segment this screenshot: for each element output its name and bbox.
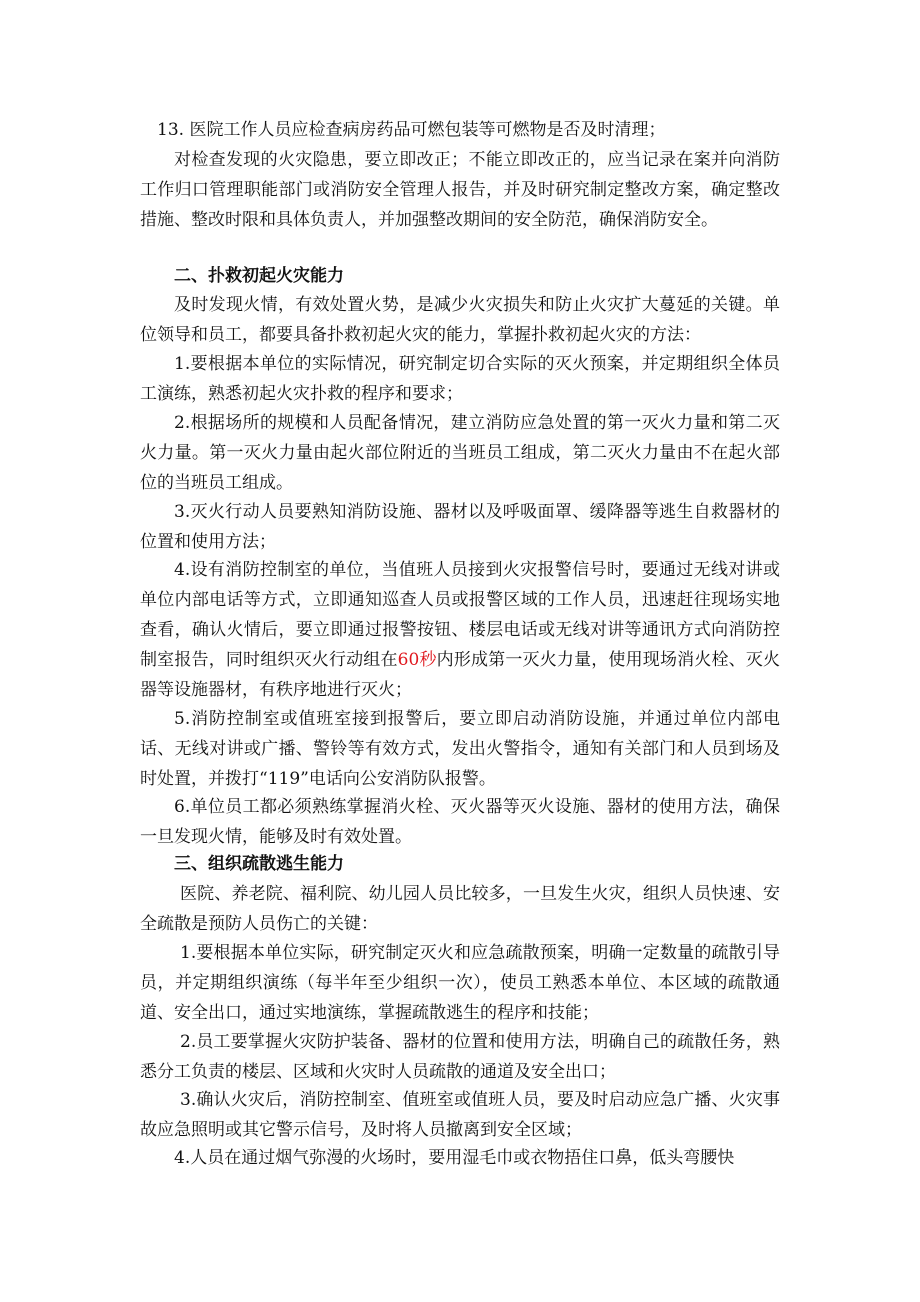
section-2-item-4 <box>140 555 780 705</box>
section-2-item-6: 6.单位员工都必须熟练掌握消火栓、灭火器等灭火设施、器材的使用方法，确保一旦发现火情，能够及时有效处置。 <box>140 797 780 847</box>
section-2-intro: 及时发现火情，有效处置火势，是减少火灾损失和防止火灾扩大蔓延的关键。单位领导和员工，都要具备扑救初起火灾的能力，掌握扑救初起火灾的方法： <box>140 295 780 345</box>
hazard-paragraph: 对检查发现的火灾隐患，要立即改正；不能立即改正的，应当记录在案并向消防工作归口管理职能部门或消防安全管理人报告，并及时研究制定整改方案，确定整改措施、整改时限和具体负责人，并加强整改期间的安全防范，确保消防安全。 <box>140 150 780 230</box>
time-limit-highlight: 60秒 <box>397 650 437 670</box>
section-3-heading: 三、组织疏散逃生能力 <box>174 854 344 874</box>
section-2-item-5: 5.消防控制室或值班室接到报警后，要立即启动消防设施，并通过单位内部电话、无线对讲或广播、警铃等有效方式，发出火警指令，通知有关部门和人员到场及时处置，并拨打“119”电话向公安消防队报警。 <box>140 709 780 789</box>
section-2-heading: 二、扑救初起火灾能力 <box>174 266 344 286</box>
section-3-item-4: 4.人员在通过烟气弥漫的火场时，要用湿毛巾或衣物捂住口鼻，低头弯腰快 <box>174 1148 735 1168</box>
section-2-item-1: 1.要根据本单位的实际情况，研究制定切合实际的灭火预案，并定期组织全体员工演练，熟悉初起火灾扑救的程序和要求； <box>140 354 780 404</box>
section-2-item-3: 3.灭火行动人员要熟知消防设施、器材以及呼吸面罩、缓降器等逃生自救器材的位置和使用方法； <box>140 502 780 552</box>
section-3-intro: 医院、养老院、福利院、幼儿园人员比较多，一旦发生火灾，组织人员快速、安全疏散是预防人员伤亡的关键： <box>140 884 780 934</box>
section-3-item-1: 1.要根据本单位实际，研究制定灭火和应急疏散预案，明确一定数量的疏散引导员，并定期组织演练（每半年至少组织一次），使员工熟悉本单位、本区域的疏散通道、安全出口，通过实地演练，掌握疏散逃生的程序和技能； <box>140 943 780 1023</box>
item-4-text-end: 内形成第一灭火力量，使用现场消火栓、灭火器等设施器材，有秩序地进行灭火； <box>140 650 781 700</box>
item-4-text-start: 4.设有消防控制室的单位，当值班人员接到火灾报警信号时，要通过无线对讲或单位内部电话等方式，立即通知巡查人员或报警区域的工作人员，迅速赶往现场实地查看，确认火情后，要立即通过报警按钮、楼层电话或无线对讲等通讯方式向消防控制室报告，同时组织灭火行动组在 <box>140 560 780 670</box>
section-3-item-3: 3.确认火灾后，消防控制室、值班室或值班人员，要及时启动应急广播、火灾事故应急照明或其它警示信号，及时将人员撤离到安全区域； <box>140 1090 780 1140</box>
section-3-item-2: 2.员工要掌握火灾防护装备、器材的位置和使用方法，明确自己的疏散任务，熟悉分工负责的楼层、区域和火灾时人员疏散的通道及安全出口； <box>140 1032 780 1082</box>
section-2-item-2: 2.根据场所的规模和人员配备情况，建立消防应急处置的第一灭火力量和第二灭火力量。第一灭火力量由起火部位附近的当班员工组成，第二灭火力量由不在起火部位的当班员工组成。 <box>140 413 780 493</box>
item-13: 13. 医院工作人员应检查病房药品可燃包装等可燃物是否及时清理； <box>157 120 666 140</box>
